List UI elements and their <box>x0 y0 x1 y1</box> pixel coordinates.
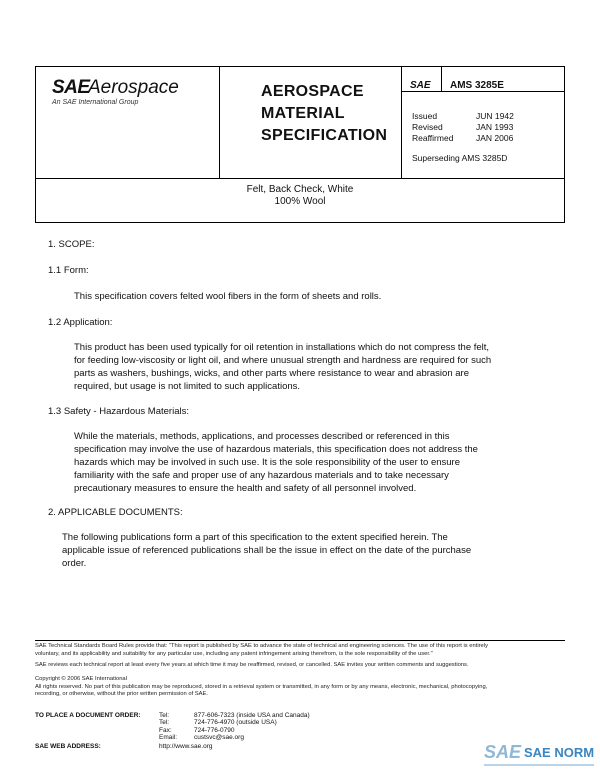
sae-watermark-mark: SAE <box>484 742 522 762</box>
superseding-note: Superseding AMS 3285D <box>412 153 508 163</box>
document-type-title: AEROSPACE MATERIAL SPECIFICATION <box>261 83 388 144</box>
issue-dates: JUN 1942 JAN 1993 JAN 2006 <box>476 111 514 143</box>
contact-keys: Tel: Tel: Fax: Email: <box>159 712 178 742</box>
section-1-heading: 1. SCOPE: <box>48 239 95 250</box>
section-1-3-text: While the materials, methods, applications, and processes described or referenced in this specification may involve the use of hazardous materials, this specification does not address the hazards which may be involved in such use. It is the sole responsibility of the user to ensure familiarity with the safe and proper use of any hazardous materials and to take necessary precautionary measures to ensure the health and safety of all personnel involved. <box>74 431 478 494</box>
section-2-heading: 2. APPLICABLE DOCUMENTS: <box>48 507 183 518</box>
copyright-notice: Copyright © 2006 SAE International All rights reserved. No part of this publication may be reproduced, stored in a retrieval system or transmitted, in any form or by any means, electronic, mechanical, photocopying, recording, or otherwise, without the prior written permission of SAE. <box>35 676 488 697</box>
watermark-underline <box>484 764 594 766</box>
issue-labels: Issued Revised Reaffirmed <box>412 111 454 143</box>
phone-inside-usa: 877-606-7323 (inside USA and Canada) <box>194 712 310 719</box>
sae-small-logo: SAE <box>410 80 431 91</box>
section-1-2-text: This product has been used typically for oil retention in installations which do not compress the felt, for feeding low-viscosity or light oil, and where unusual strength and hardness are required for such parts as washers, bushings, wicks, and other parts where resistance to wear and abrasion are required, but usage is not limited to such applications. <box>74 342 492 392</box>
document-subject: Felt, Back Check, White 100% Wool <box>246 184 354 207</box>
fax-number: 724-776-0790 <box>194 726 235 734</box>
sae-logo: SAE <box>52 77 90 98</box>
section-2-text: The following publications form a part of this specification to the extent specified herein. The applicable issue of referenced publications shall be the issue in effect on the date of the purchase order. <box>62 532 472 569</box>
contact-values <box>194 712 310 742</box>
logo-subtitle: An SAE International Group <box>52 99 139 106</box>
sae-norm-watermark <box>484 742 596 770</box>
phone-outside-usa: 724-776-4970 (outside USA) <box>194 719 277 727</box>
header-rule <box>401 91 564 92</box>
header-box <box>35 66 565 179</box>
sae-norm-text: SAE NORM <box>524 745 595 760</box>
review-notice: SAE reviews each technical report at least every five years at which time it may be reaffirmed, revised, or cancelled. SAE invites your written comments and suggestions. <box>35 662 469 668</box>
footer-rule <box>35 640 565 641</box>
header-divider <box>401 67 402 178</box>
sae-rules-notice: SAE Technical Standards Board Rules provide that: "This report is published by SAE to advance the state of technical and engineering sciences. The use of this report is entirely voluntary, and its applicability and suitability for any particular use, including any patent infringement arising therefrom, is the sole responsibility of the user." <box>35 643 488 657</box>
section-1-2-heading: 1.2 Application: <box>48 317 113 328</box>
email-link[interactable]: custsvc@sae.org <box>194 734 244 742</box>
web-address-link[interactable]: http://www.sae.org <box>159 743 213 750</box>
header-divider <box>219 67 220 178</box>
section-1-1-heading: 1.1 Form: <box>48 265 89 276</box>
document-number: AMS 3285E <box>450 80 504 91</box>
section-1-3-heading: 1.3 Safety - Hazardous Materials: <box>48 406 189 417</box>
section-1-1-text: This specification covers felted wool fibers in the form of sheets and rolls. <box>74 291 382 302</box>
web-label: SAE WEB ADDRESS: <box>35 743 101 750</box>
aerospace-logo-text: Aerospace <box>88 77 179 98</box>
header-divider <box>441 67 442 91</box>
order-label: TO PLACE A DOCUMENT ORDER: <box>35 712 141 719</box>
